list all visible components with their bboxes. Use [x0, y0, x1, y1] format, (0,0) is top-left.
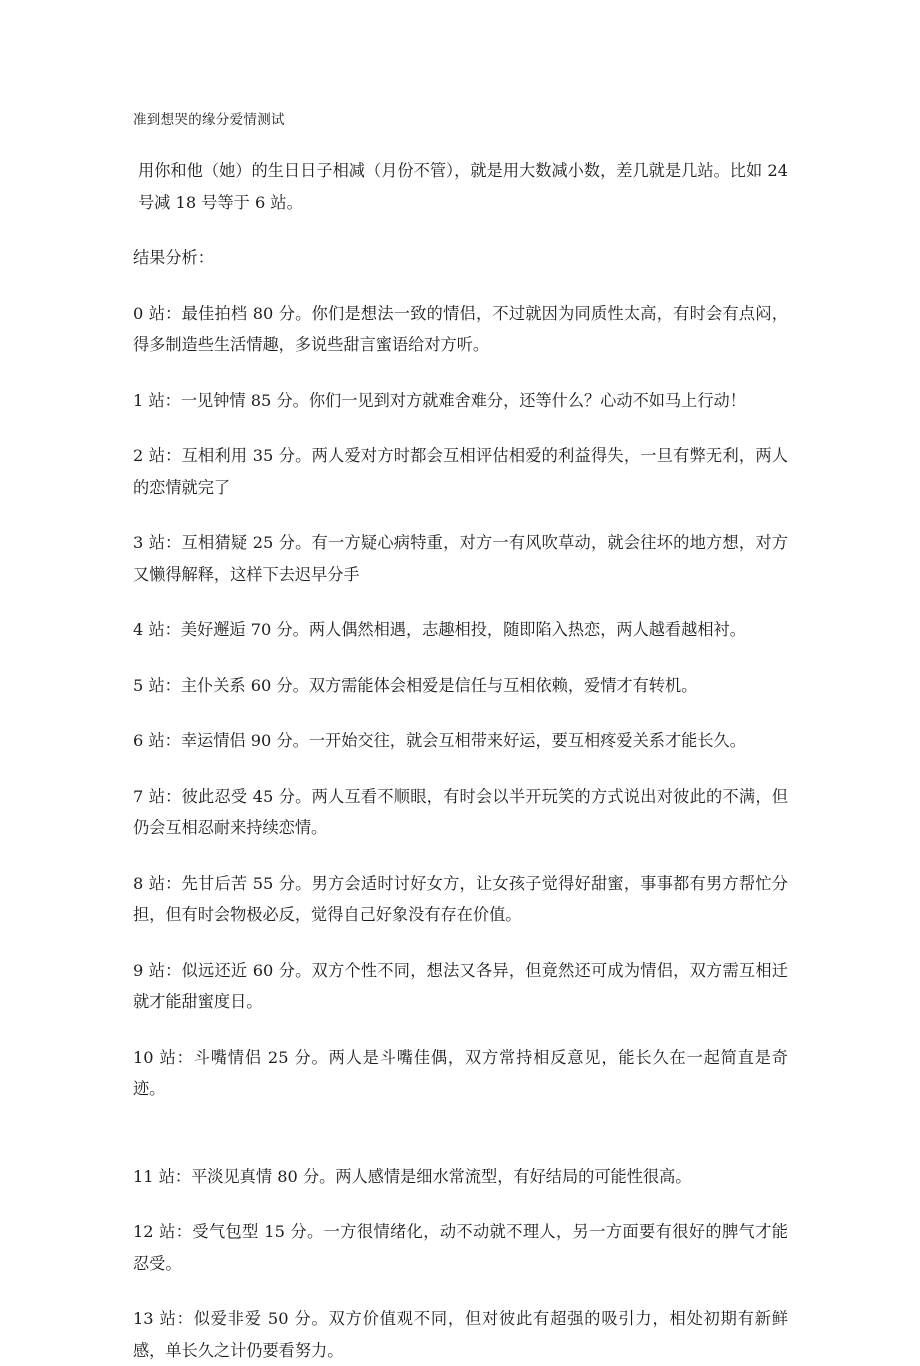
result-entry: 13 站：似爱非爱 50 分。双方价值观不同，但对彼此有超强的吸引力，相处初期有新鲜感，单长久之计仍要看努力。: [133, 1303, 788, 1366]
result-entry: 5 站：主仆关系 60 分。双方需能体会相爱是信任与互相依赖，爱情才有转机。: [133, 670, 788, 702]
result-entry-list: [133, 298, 787, 1366]
result-entry: 12 站：受气包型 15 分。一方很情绪化，动不动就不理人，另一方面要有很好的脾气才能忍受。: [133, 1216, 788, 1279]
intro-paragraph: 用你和他（她）的生日日子相减（月份不管），就是用大数减小数，差几就是几站。比如 24 号减 18 号等于 6 站。: [138, 155, 788, 218]
result-entry: 0 站：最佳拍档 80 分。你们是想法一致的情侣，不过就因为同质性太高，有时会有点闷，得多制造些生活情趣，多说些甜言蜜语给对方听。: [133, 298, 788, 361]
result-entry: 8 站：先甘后苦 55 分。男方会适时讨好女方，让女孩子觉得好甜蜜，事事都有男方帮忙分担，但有时会物极必反，觉得自己好象没有存在价值。: [133, 868, 788, 931]
result-entry: 9 站：似远还近 60 分。双方个性不同，想法又各异，但竟然还可成为情侣，双方需互相迁就才能甜蜜度日。: [133, 955, 788, 1018]
results-section-label: 结果分析：: [133, 242, 787, 274]
page-title: 准到想哭的缘分爱情测试: [133, 110, 787, 130]
result-entry: 7 站：彼此忍受 45 分。两人互看不顺眼，有时会以半开玩笑的方式说出对彼此的不满，但仍会互相忍耐来持续恋情。: [133, 781, 788, 844]
result-entry: 2 站：互相利用 35 分。两人爱对方时都会互相评估相爱的利益得失，一旦有弊无利，两人的恋情就完了: [133, 440, 788, 503]
result-entry: 1 站：一见钟情 85 分。你们一见到对方就难舍难分，还等什么？心动不如马上行动！: [133, 385, 788, 417]
result-entry: 4 站：美好邂逅 70 分。两人偶然相遇，志趣相投，随即陷入热恋，两人越看越相衬。: [133, 614, 788, 646]
result-entry: 10 站：斗嘴情侣 25 分。两人是斗嘴佳偶，双方常持相反意见，能长久在一起简直是奇迹。: [133, 1042, 788, 1105]
result-entry: 6 站：幸运情侣 90 分。一开始交往，就会互相带来好运，要互相疼爱关系才能长久。: [133, 725, 788, 757]
result-entry: 11 站：平淡见真情 80 分。两人感情是细水常流型，有好结局的可能性很高。: [133, 1161, 788, 1193]
result-entry: 3 站：互相猜疑 25 分。有一方疑心病特重，对方一有风吹草动，就会往坏的地方想，对方又懒得解释，这样下去迟早分手: [133, 527, 788, 590]
